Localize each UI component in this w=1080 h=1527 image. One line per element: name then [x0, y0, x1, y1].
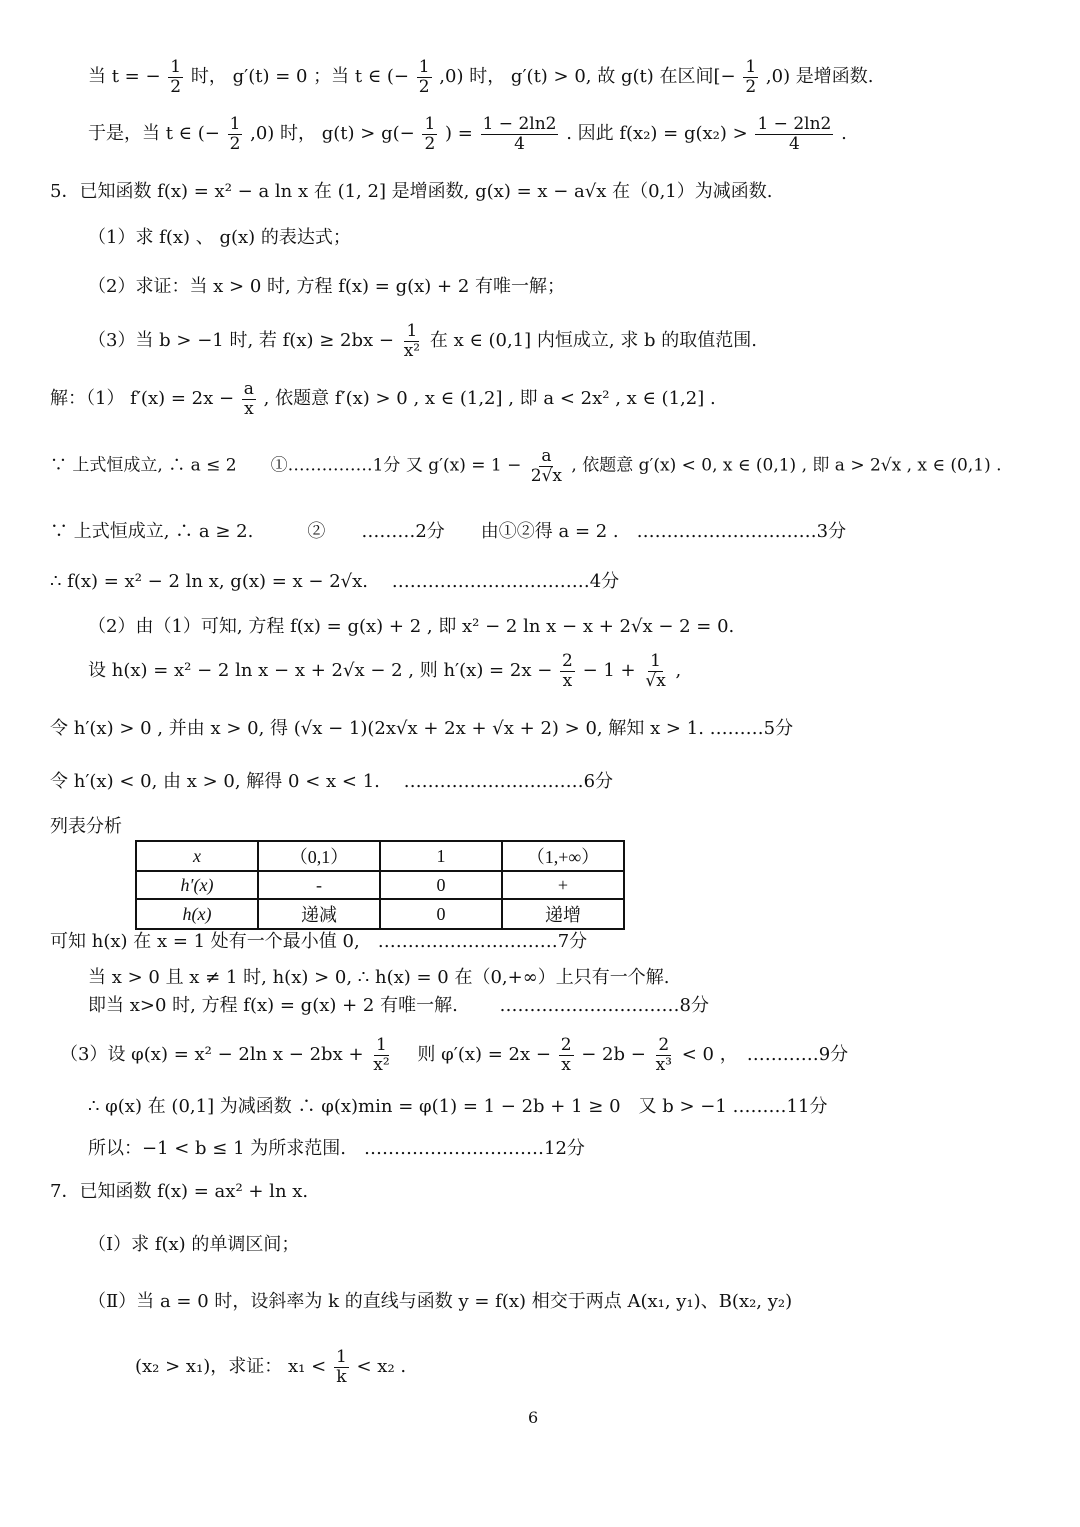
denominator: k [336, 1366, 347, 1387]
solution-line-10: 可知 h(x) 在 x = 1 处有一个最小值 0, …………………………7分 [50, 931, 588, 952]
text: 在 x ∈ (0,1] 内恒成立, 求 b 的取值范围. [429, 330, 758, 352]
solution-line-13 [60, 1036, 848, 1074]
text: 则 φ′(x) = 2x − [399, 1044, 551, 1066]
numerator: 2 [658, 1035, 670, 1055]
text: − 2b − [581, 1044, 646, 1066]
text: , [675, 660, 682, 682]
problem-7-part-2: （Ⅱ）当 a = 0 时，设斜率为 k 的直线与函数 y = f(x) 相交于两点 A(x₁, y₁)、B(x₂, y₂) [88, 1291, 793, 1312]
text: ,0) 时， g′(t) > 0, 故 g(t) 在区间[− [439, 66, 736, 88]
table-row [136, 871, 624, 899]
fraction [402, 322, 422, 360]
fraction [417, 58, 432, 96]
text: ,0) 时， g(t) > g(− [250, 123, 415, 145]
line-1 [88, 58, 874, 96]
denominator: 4 [514, 133, 525, 154]
numerator: a [541, 446, 552, 466]
denominator: x² [403, 340, 421, 361]
table-header-cell: 1 [380, 841, 502, 871]
fraction [242, 380, 256, 418]
text: . 因此 f(x₂) = g(x₂) > [566, 123, 748, 145]
numerator: 1 [335, 1347, 347, 1367]
numerator: 2 [560, 1035, 572, 1055]
problem-7-part-1: （Ⅰ）求 f(x) 的单调区间； [88, 1234, 300, 1255]
text: 当 t = − [88, 66, 161, 88]
denominator: 2 [229, 133, 241, 154]
text: (x₂ > x₁)，求证： x₁ < [135, 1356, 327, 1378]
fraction [422, 115, 437, 153]
solution-line-12: 即当 x>0 时, 方程 f(x) = g(x) + 2 有唯一解. …………………………8分 [88, 995, 709, 1016]
solution-line-8: 令 h′(x) < 0, 由 x > 0, 解得 0 < x < 1. …………………………6分 [50, 771, 614, 792]
solution-line-11: 当 x > 0 且 x ≠ 1 时, h(x) > 0, ∴ h(x) = 0 在（0,+∞）上只有一个解. [88, 967, 670, 988]
table-cell: 0 [380, 899, 502, 929]
problem-7-part-2-cont [135, 1348, 406, 1386]
denominator: 2 [424, 133, 436, 154]
text: 设 h(x) = x² − 2 ln x − x + 2√x − 2 , 则 h′(x) = 2x − [88, 660, 553, 682]
solution-line-3: ∵ 上式恒成立, ∴ a ≥ 2. ② ………2分 由①②得 a = 2 . …………………………3分 [50, 521, 847, 542]
text: 于是，当 t ∈ (− [88, 123, 220, 145]
fraction [654, 1036, 674, 1074]
text: 解：（1） f′(x) = 2x − [50, 388, 235, 410]
numerator: 1 [424, 114, 436, 134]
problem-5-part-3 [88, 322, 757, 360]
table-cell: 0 [380, 871, 502, 899]
denominator: √x [645, 670, 666, 691]
line-2 [88, 115, 847, 153]
solution-line-15: 所以：−1 < b ≤ 1 为所求范围. …………………………12分 [88, 1138, 585, 1159]
solution-line-2 [50, 447, 1002, 485]
numerator: 1 [170, 57, 182, 77]
denominator: x [561, 1054, 571, 1075]
table-cell: h′(x) [136, 871, 258, 899]
solution-line-7: 令 h′(x) > 0 , 并由 x > 0, 得 (√x − 1)(2x√x + 2x + √x + 2) > 0, 解知 x > 1. ………5分 [50, 718, 794, 739]
numerator: 1 [376, 1035, 387, 1055]
numerator: 1 [229, 114, 241, 134]
solution-line-4: ∴ f(x) = x² − 2 ln x, g(x) = x − 2√x. ……………………………4分 [50, 571, 620, 592]
table-header-cell: （1,+∞） [502, 841, 624, 871]
text: ∵ 上式恒成立, ∴ a ≤ 2 ①……………1分 又 g′(x) = 1 − [50, 455, 522, 476]
fraction [560, 652, 575, 690]
text: ) = [445, 123, 473, 145]
numerator: 1 [745, 57, 757, 77]
numerator: 1 [406, 321, 418, 341]
denominator: 4 [788, 133, 800, 154]
denominator: 2√x [530, 465, 563, 486]
text: ,0) 是增函数. [765, 66, 874, 88]
table-header-cell: （0,1） [258, 841, 380, 871]
analysis-table [135, 840, 625, 930]
numerator: 1 − 2ln2 [482, 114, 557, 134]
denominator: x² [373, 1054, 390, 1075]
text: . [841, 123, 847, 145]
solution-line-6 [88, 652, 681, 690]
solution-line-1 [50, 380, 716, 418]
problem-5-part-2: （2）求证：当 x > 0 时, 方程 f(x) = g(x) + 2 有唯一解； [88, 276, 565, 297]
problem-5-part-1: （1）求 f(x) 、 g(x) 的表达式； [88, 227, 351, 248]
denominator: x [562, 670, 573, 691]
text: < x₂ . [356, 1356, 407, 1378]
problem-7: 7．已知函数 f(x) = ax² + ln x. [50, 1181, 309, 1202]
denominator: x [244, 398, 254, 419]
problem-5: 5．已知函数 f(x) = x² − a ln x 在 (1, 2] 是增函数, g(x) = x − a√x 在（0,1）为减函数. [50, 181, 773, 202]
text: （3）设 φ(x) = x² − 2ln x − 2bx + [60, 1044, 364, 1066]
table-row [136, 841, 624, 871]
fraction [559, 1036, 574, 1074]
text: , 依题意 g′(x) < 0, x ∈ (0,1) , 即 a > 2√x , x ∈ (0,1) . [571, 455, 1002, 476]
table-cell: h(x) [136, 899, 258, 929]
solution-line-14: ∴ φ(x) 在 (0,1] 为减函数 ∴ φ(x)min = φ(1) = 1 − 2b + 1 ≥ 0 又 b > −1 ………11分 [88, 1096, 828, 1117]
fraction [755, 115, 833, 153]
fraction [643, 652, 667, 690]
text: < 0 ， …………9分 [681, 1044, 849, 1066]
numerator: 2 [562, 651, 573, 671]
solution-line-9: 列表分析 [50, 816, 122, 837]
numerator: a [243, 379, 254, 399]
fraction [481, 115, 559, 153]
table-cell: - [258, 871, 380, 899]
table-header-cell: x [136, 841, 258, 871]
numerator: 1 [418, 57, 430, 77]
denominator: x³ [655, 1054, 672, 1075]
fraction [168, 58, 183, 96]
text: − 1 + [582, 660, 636, 682]
table-cell: + [502, 871, 624, 899]
fraction [334, 1348, 349, 1386]
text: 时， g′(t) = 0 ；当 t ∈ (− [190, 66, 409, 88]
fraction [371, 1036, 391, 1074]
fraction [743, 58, 758, 96]
denominator: 2 [745, 76, 757, 97]
solution-line-5: （2）由（1）可知, 方程 f(x) = g(x) + 2 , 即 x² − 2 ln x − x + 2√x − 2 = 0. [88, 616, 735, 637]
table-cell: 递增 [502, 899, 624, 929]
denominator: 2 [418, 76, 430, 97]
text: （3）当 b > −1 时, 若 f(x) ≥ 2bx − [88, 330, 394, 352]
table-row [136, 899, 624, 929]
page-number: 6 [528, 1408, 539, 1427]
numerator: 1 − 2ln2 [757, 114, 832, 134]
fraction [228, 115, 243, 153]
table-cell: 递减 [258, 899, 380, 929]
text: , 依题意 f′(x) > 0 , x ∈ (1,2] , 即 a < 2x² , x ∈ (1,2] . [263, 388, 716, 410]
denominator: 2 [170, 76, 182, 97]
fraction [529, 447, 564, 485]
numerator: 1 [650, 651, 661, 671]
